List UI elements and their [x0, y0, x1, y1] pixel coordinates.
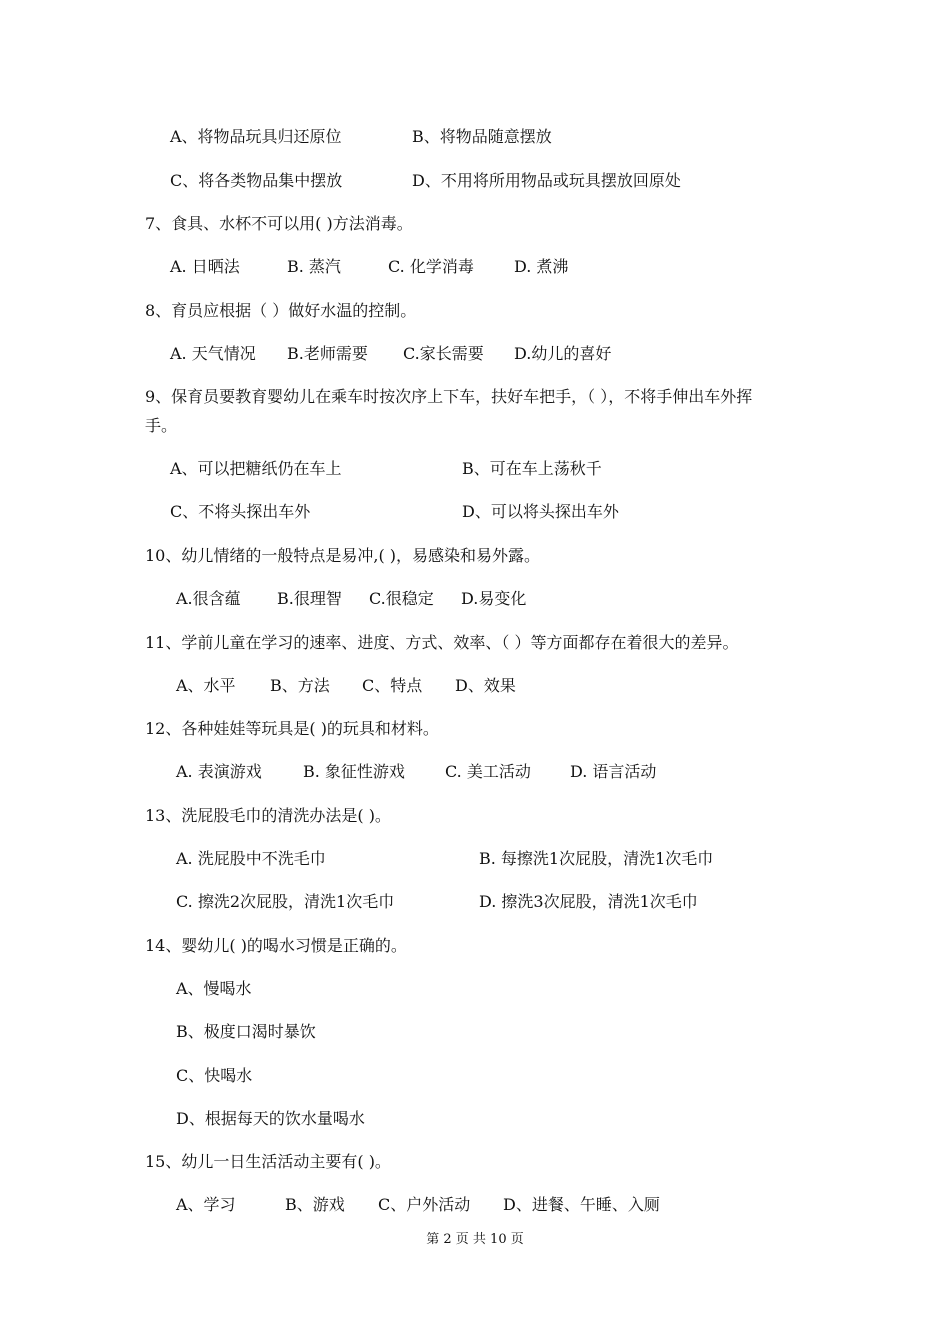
- option-a: A、慢喝水: [176, 979, 252, 998]
- question-12: 12、各种娃娃等玩具是( )的玩具和材料。: [145, 719, 439, 738]
- option-c: C. 化学消毒: [388, 257, 474, 276]
- option-b: B.很理智: [277, 589, 342, 608]
- option-a: A. 洗屁股中不洗毛巾: [176, 849, 326, 868]
- option-a: A、可以把糖纸仍在车上: [170, 459, 342, 478]
- option-d: D、可以将头探出车外: [462, 502, 619, 521]
- option-a: A. 天气情况: [170, 344, 256, 363]
- question-10: 10、幼儿情绪的一般特点是易冲,( )，易感染和易外露。: [145, 546, 541, 565]
- option-d: D、效果: [455, 676, 516, 695]
- option-d: D.幼儿的喜好: [514, 344, 612, 363]
- option-d: D、进餐、午睡、入厕: [503, 1195, 660, 1214]
- page-footer: 第 2 页 共 10 页: [426, 1232, 524, 1247]
- option-b: B、可在车上荡秋千: [462, 459, 602, 478]
- option-b: B、方法: [270, 676, 330, 695]
- option-c: C. 擦洗2次屁股，清洗1次毛巾: [176, 892, 395, 911]
- option-b: B. 象征性游戏: [303, 762, 405, 781]
- option-d: D. 煮沸: [514, 257, 569, 276]
- option-a: A、将物品玩具归还原位: [170, 127, 342, 146]
- question-9-continued: 手。: [145, 416, 178, 435]
- option-d: D、不用将所用物品或玩具摆放回原处: [412, 171, 681, 190]
- option-c: C. 美工活动: [445, 762, 531, 781]
- option-d: D、根据每天的饮水量喝水: [176, 1109, 365, 1128]
- option-a: A. 表演游戏: [176, 762, 262, 781]
- question-11: 11、学前儿童在学习的速率、进度、方式、效率、（ ）等方面都存在着很大的差异。: [145, 633, 739, 652]
- option-c: C、不将头探出车外: [170, 502, 311, 521]
- option-c: C、户外活动: [378, 1195, 471, 1214]
- question-13: 13、洗屁股毛巾的清洗办法是( )。: [145, 806, 391, 825]
- option-d: D.易变化: [461, 589, 527, 608]
- option-d: D. 语言活动: [570, 762, 657, 781]
- option-b: B、游戏: [285, 1195, 345, 1214]
- option-b: B. 蒸汽: [287, 257, 341, 276]
- option-b: B、将物品随意摆放: [412, 127, 552, 146]
- option-a: A、学习: [176, 1195, 236, 1214]
- option-b: B.老师需要: [287, 344, 368, 363]
- option-a: A. 日晒法: [170, 257, 240, 276]
- option-a: A.很含蕴: [176, 589, 241, 608]
- question-7: 7、食具、水杯不可以用( )方法消毒。: [145, 214, 413, 233]
- option-c: C、快喝水: [176, 1066, 253, 1085]
- option-d: D. 擦洗3次屁股，清洗1次毛巾: [479, 892, 698, 911]
- option-c: C.很稳定: [369, 589, 434, 608]
- option-b: B、极度口渴时暴饮: [176, 1022, 316, 1041]
- option-c: C.家长需要: [403, 344, 484, 363]
- option-b: B. 每擦洗1次屁股，清洗1次毛巾: [479, 849, 714, 868]
- option-c: C、将各类物品集中摆放: [170, 171, 343, 190]
- question-8: 8、育员应根据（ ）做好水温的控制。: [145, 301, 417, 320]
- question-14: 14、婴幼儿( )的喝水习惯是正确的。: [145, 936, 407, 955]
- question-15: 15、幼儿一日生活活动主要有( )。: [145, 1152, 391, 1171]
- question-9: 9、保育员要教育婴幼儿在乘车时按次序上下车，扶好车把手，（ ），不将手伸出车外挥: [145, 387, 753, 406]
- option-a: A、水平: [176, 676, 236, 695]
- option-c: C、特点: [362, 676, 423, 695]
